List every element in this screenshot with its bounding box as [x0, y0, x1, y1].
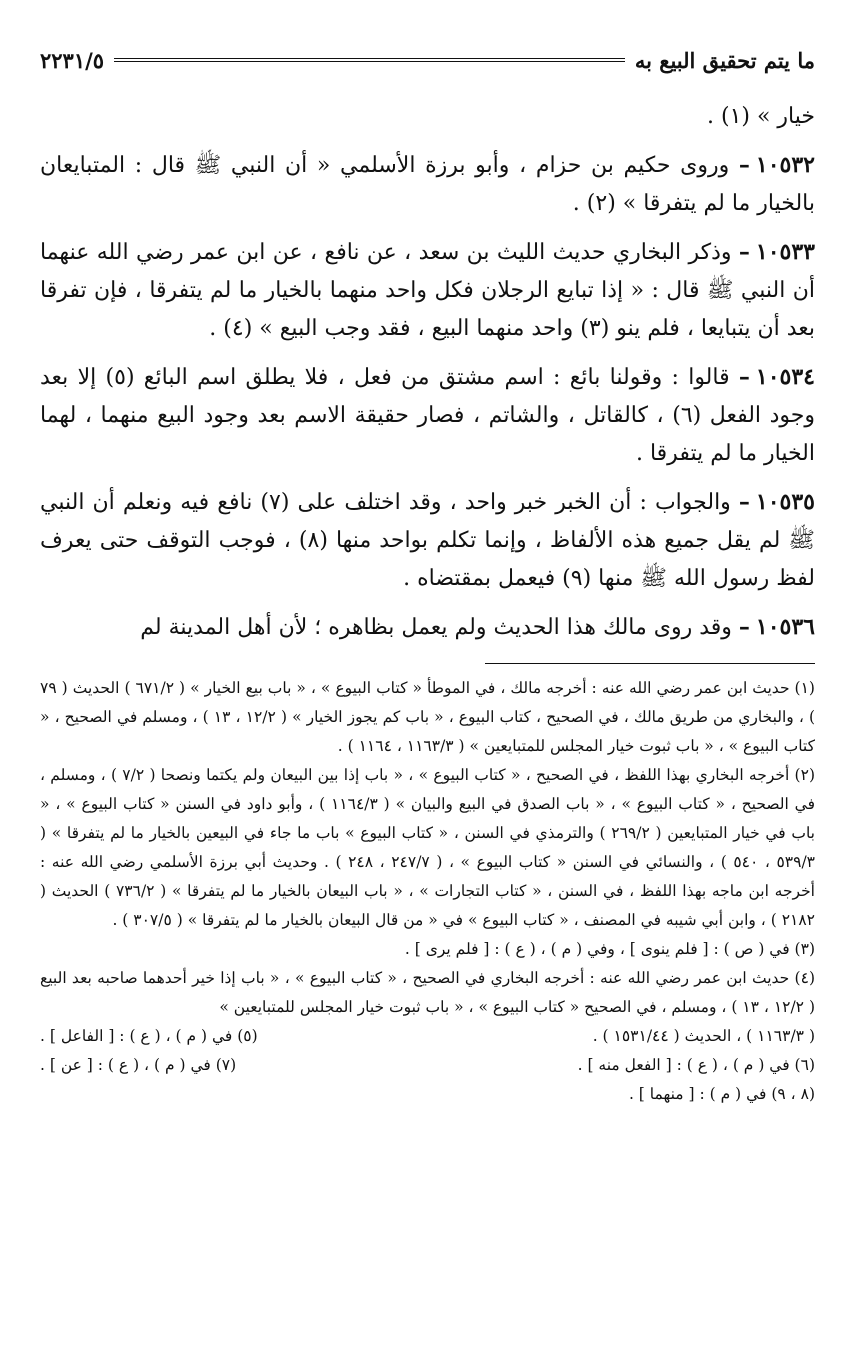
footnote-4: (٤) حديث ابن عمر رضي الله عنه : أخرجه البخاري في الصحيح ، « كتاب البيوع » ، « باب إذا خير أحدهما صاحبه بعد البيع ( ١٢/٢ ، ١٣ ) ، ومسلم ، في الصحيح « كتاب البيوع » ، « باب ثبوت خيار المجلس للمتبايعين »: [40, 969, 815, 1016]
main-text: [40, 98, 815, 647]
dash-separator: –: [738, 614, 750, 640]
footnote-separator: [485, 663, 815, 664]
chapter-title: ما يتم تحقيق البيع به: [634, 47, 815, 73]
paragraph-number: ١٠٥٣٣: [755, 239, 815, 265]
paragraph-continuation: [40, 98, 815, 136]
footnote-4-continuation: ( ١١٦٣/٣ ) ، الحديث ( ١٥٣١/٤٤ ) .: [592, 1027, 815, 1045]
dash-separator: –: [738, 364, 750, 390]
footnote-5: (٥) في ( م ) ، ( ع ) : [ الفاعل ] .: [40, 1027, 258, 1045]
paragraph-text: قالوا : وقولنا بائع : اسم مشتق من فعل ، فلا يطلق اسم البائع (٥) إلا بعد وجود الفعل (٦) ، كالقاتل ، والشاتم ، فصار حقيقة الاسم بعد وجود البيع منهما ، لهما الخيار ما لم يتفرقا .: [40, 365, 815, 466]
footnote-8-9: (٨ ، ٩) في ( م ) : [ منهما ] .: [628, 1085, 815, 1103]
paragraph-number: ١٠٥٣٥: [755, 489, 815, 515]
paragraph-10534: [40, 358, 815, 473]
paragraph-10532: [40, 146, 815, 223]
footnote-1: (١) حديث ابن عمر رضي الله عنه : أخرجه مالك ، في الموطأ « كتاب البيوع » ، « باب بيع الخيار » ( ٦٧١/٢ ) الحديث ( ٧٩ ) ، والبخاري من طريق مالك ، في الصحيح ، كتاب البيوع ، « باب كم يجوز الخيار » ( ١٢/٢ ، ١٣ ) ، ومسلم في الصحيح ، « كتاب البيوع » ، « باب ثبوت خيار المجلس للمتبايعين » ( ١١٦٣/٣ ، ١١٦٤ ) .: [40, 679, 816, 755]
footnote-6: (٦) في ( م ) ، ( ع ) : [ الفعل منه ] .: [577, 1056, 815, 1074]
footnote-row: [40, 1051, 815, 1080]
paragraph-number: ١٠٥٣٤: [755, 364, 815, 390]
paragraph-10535: [40, 483, 815, 598]
footnotes: [40, 674, 815, 1109]
page-number: ٢٢٣١/٥: [40, 47, 105, 73]
footnote-7: (٧) في ( م ) ، ( ع ) : [ عن ] .: [40, 1056, 237, 1074]
paragraph-text: وذكر البخاري حديث الليث بن سعد ، عن نافع ، عن ابن عمر رضي الله عنهما أن النبي ﷺ قال : « إذا تبايع الرجلان فكل واحد منهما بالخيار ما لم يتفرقا ، فإن تفرقا بعد أن يتبايعا ، فلم ينو (٣) واحد منهما البيع ، فقد وجب البيع » (٤) .: [40, 240, 815, 341]
paragraph-text: وروى حكيم بن حزام ، وأبو برزة الأسلمي « أن النبي ﷺ قال : المتبايعان بالخيار ما لم يتفرقا » (٢) .: [40, 153, 815, 216]
paragraph-10536: [40, 608, 815, 647]
footnote-3: (٣) في ( ص ) : [ فلم ينوى ] ، وفي ( م ) ، ( ع ) : [ فلم يرى ] .: [404, 940, 815, 958]
footnote-2: (٢) أخرجه البخاري بهذا اللفظ ، في الصحيح ، « كتاب البيوع » ، « باب إذا بين البيعان ولم يكتما ونصحا ( ٧/٢ ) ، ومسلم ، في الصحيح ، « كتاب البيوع » ، « باب الصدق في البيع والبيان » ( ١١٦٤/٣ ) ، وأبو داود في السنن « كتاب البيوع » ، « باب في خيار المتبايعين ( ٢٦٩/٢ ) والترمذي في السنن ، « كتاب البيوع » باب ما جاء في البيعين بالخيار ما لم يتفرقا » ( ٥٣٩/٣ ، ٥٤٠ ) ، والنسائي في السنن « كتاب البيوع » ، ( ٢٤٧/٧ ، ٢٤٨ ) . وحديث أبي برزة الأسلمي رضي الله عنه : أخرجه ابن ماجه بهذا اللفظ ، في السنن ، « كتاب التجارات » ، « باب البيعان بالخيار ما لم يتفرقا » ( ٧٣٦/٢ ) الحديث ( ٢١٨٢ ) ، وابن أبي شيبه في المصنف ، « كتاب البيوع » في « من قال البيعان بالخيار ما لم يتفرقا » ( ٣٠٧/٥ ) .: [40, 766, 816, 929]
paragraph-text: وقد روى مالك هذا الحديث ولم يعمل بظاهره ؛ لأن أهل المدينة لم: [140, 615, 732, 640]
header-rule: [114, 58, 625, 62]
paragraph-text: خيار » (١) .: [706, 104, 815, 129]
dash-separator: –: [738, 239, 750, 265]
paragraph-text: والجواب : أن الخبر خبر واحد ، وقد اختلف على (٧) نافع فيه ونعلم أن النبي ﷺ لم يقل جميع هذه الألفاظ ، وإنما تكلم بواحد منها (٨) ، فوجب التوقف حتى يعرف لفظ رسول الله ﷺ منها (٩) فيعمل بمقتضاه .: [40, 490, 815, 591]
paragraph-number: ١٠٥٣٢: [755, 152, 815, 178]
page: [40, 40, 815, 1330]
dash-separator: –: [738, 489, 750, 515]
dash-separator: –: [738, 152, 750, 178]
paragraph-number: ١٠٥٣٦: [755, 614, 815, 640]
paragraph-10533: [40, 233, 815, 348]
footnote-row: [40, 1022, 815, 1051]
running-header: [40, 40, 815, 80]
